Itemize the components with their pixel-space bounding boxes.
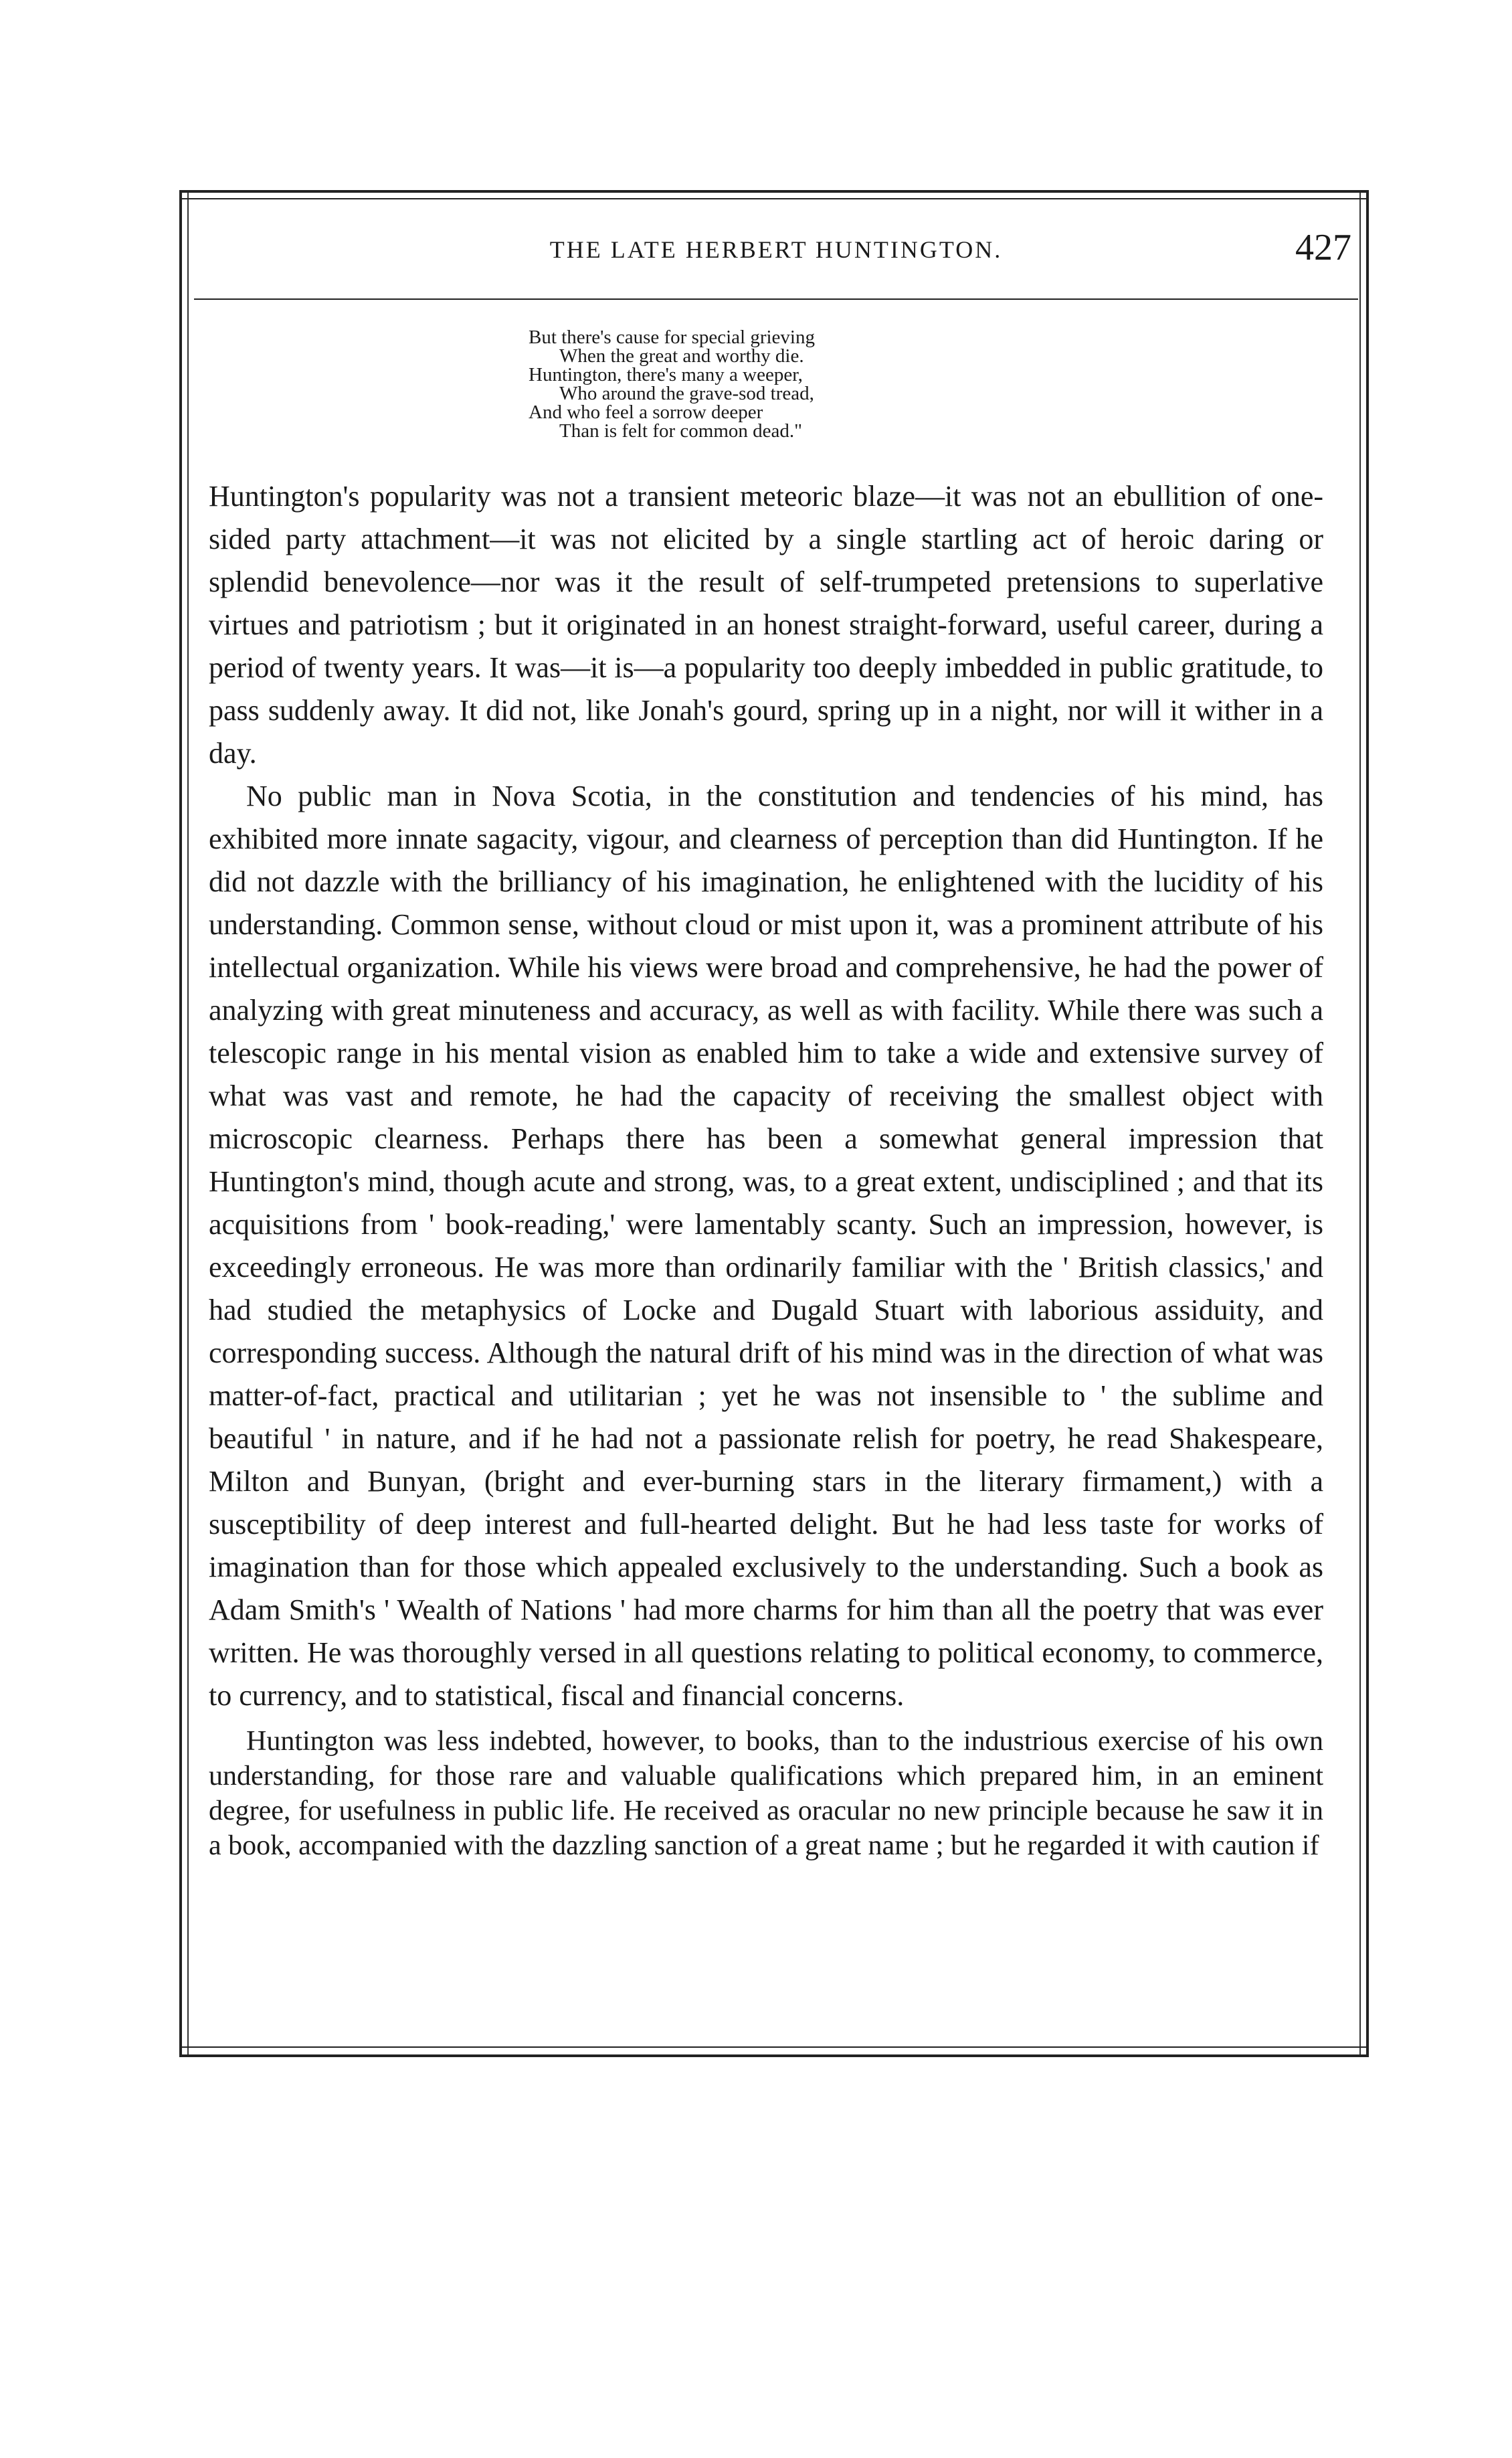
paragraph: Huntington's popularity was not a transient meteoric blaze—it was not an ebullition of one-sided party attachment—it was not elicited by a single startling act of heroic daring or splendid benevolence—nor was it the result of self-trumpeted pretensions to superlative virtues and patriotism ; but it originated in an honest straight-forward, useful career, during a period of twenty years. It was—it is—a popularity too deeply imbedded in public gratitude, to pass suddenly away. It did not, like Jonah's gourd, spring up in a night, nor will it wither in a day.: [209, 480, 1323, 770]
running-head: [201, 226, 1351, 280]
paragraph: No public man in Nova Scotia, in the constitution and tendencies of his mind, has exhibited more innate sagacity, vigour, and clearness of perception than did Huntington. If he did not dazzle with the brilliancy of his imagination, he enlightened with the lucidity of his understanding. Common sense, without cloud or mist upon it, was a prominent attribute of his intellectual organization. While his views were broad and comprehensive, he had the power of analyzing with great minuteness and accuracy, as well as with facility. While there was such a telescopic range in his mental vision as enabled him to take a wide and extensive survey of what was vast and remote, he had the capacity of receiving the smallest object with microscopic clearness. Perhaps there has been a somewhat general impression that Huntington's mind, though acute and strong, was, to a great extent, undisciplined ; and that its acquisitions from ' book-reading,' were lamentably scanty. Such an impression, however, is exceedingly erroneous. He was more than ordinarily familiar with the ' British classics,' and had studied the metaphysics of Locke and Dugald Stuart with laborious assiduity, and corresponding success. Although the natural drift of his mind was in the direction of what was matter-of-fact, practical and utilitarian ; yet he was not insensible to ' the sublime and beautiful ' in nature, and if he had not a passionate relish for poetry, he read Shakespeare, Milton and Bunyan, (bright and ever-burning stars in the literary firmament,) with a susceptibility of deep interest and full-hearted delight. But he had less taste for works of imagination than for those which appealed exclusively to the understanding. Such a book as Adam Smith's ' Wealth of Nations ' had more charms for him than all the poetry that was ever written. He was thoroughly versed in all questions relating to political economy, to commerce, to currency, and to statistical, fiscal and financial concerns.: [209, 780, 1323, 1712]
top-inner-rule: [179, 198, 1369, 199]
bottom-inner-rule: [179, 2046, 1369, 2048]
poem-line: Who around the grave-sod tread,: [559, 383, 814, 404]
header-divider: [194, 298, 1358, 300]
poem-line: Than is felt for common dead.": [559, 420, 802, 442]
paragraph: Huntington was less indebted, however, to books, than to the industrious exercise of his own understanding, for those rare and valuable qualifications which prepared him, in an eminent degree, for usefulness in public life. He received as oracular no new principle because he saw it in a book, accompanied with the dazzling sanction of a great name ; but he regarded it with caution if: [209, 1726, 1323, 1861]
poem-excerpt: [529, 328, 1064, 440]
poem-line: Huntington, there's many a weeper,: [529, 364, 803, 385]
top-border-rule: [179, 190, 1369, 193]
poem-line: And who feel a sorrow deeper: [529, 402, 763, 423]
bottom-border-rule: [179, 2054, 1369, 2057]
running-title: THE LATE HERBERT HUNTINGTON.: [549, 236, 1003, 263]
poem-line: But there's cause for special grieving: [529, 327, 815, 348]
body-text: [209, 475, 1323, 1863]
poem-line: When the great and worthy die.: [559, 345, 804, 367]
page-number: 427: [1295, 227, 1351, 268]
